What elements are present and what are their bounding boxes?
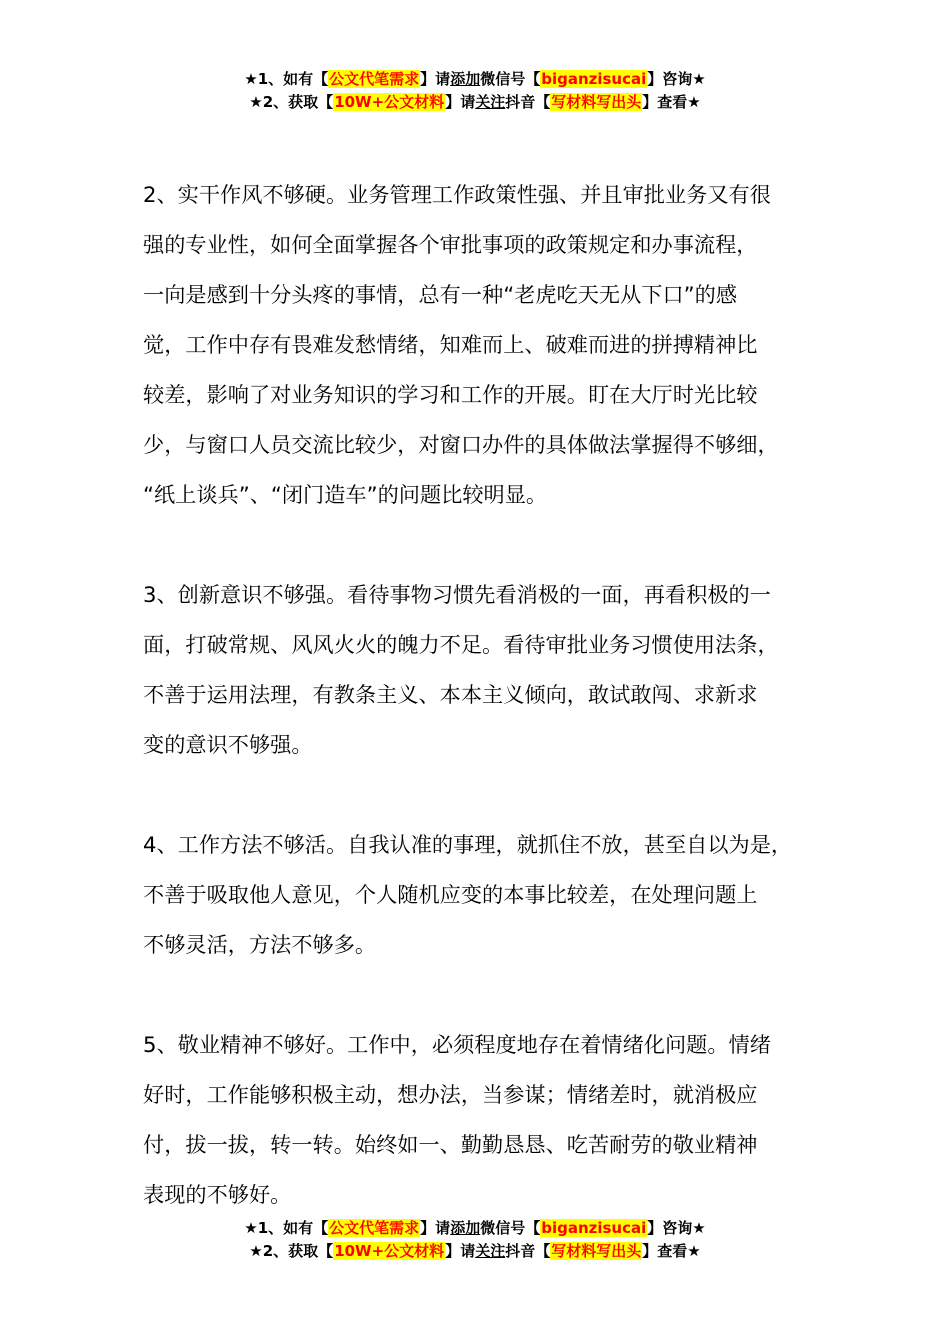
banner-text: 抖音【 [505,1242,551,1260]
paragraph-2 [143,170,833,520]
douyin-account: 写材料写出头 [551,93,642,111]
banner-text: ★1、如有【 [244,70,329,88]
wechat-id: biganzisucai [541,70,647,88]
banner-text: 】请 [420,70,451,88]
banner-text: ★2、获取【 [249,93,334,111]
text-line: 不善于吸取他人意见，个人随机应变的本事比较差，在处理问题上 [143,882,758,907]
document-body [143,170,833,1220]
text-line: 较差，影响了对业务知识的学习和工作的开展。盯在大厅时光比较 [143,382,758,407]
banner-line-2 [0,1240,950,1263]
paragraph-5 [143,1020,833,1220]
banner-text: ★2、获取【 [249,1242,334,1260]
emphasis-text: 关注 [475,93,506,111]
text-line: 付，拔一拔，转一转。始终如一、勤勤恳恳、吃苦耐劳的敬业精神 [143,1132,758,1157]
footer-banner [0,1217,950,1263]
douyin-account: 写材料写出头 [551,1242,642,1260]
banner-text: 微信号【 [480,1219,541,1237]
banner-line-1 [0,68,950,91]
banner-text: 】查看★ [642,1242,701,1260]
banner-text: 】请 [445,93,476,111]
highlight-text: 10W+公文材料 [334,93,445,111]
text-line: 不够灵活，方法不够多。 [143,932,377,957]
text-line: 表现的不够好。 [143,1182,292,1207]
paragraph-spacer [143,770,833,820]
text-line: 强的专业性，如何全面掌握各个审批事项的政策规定和办事流程， [143,232,758,257]
text-line: 好时，工作能够积极主动，想办法，当参谋；情绪差时，就消极应 [143,1082,758,1107]
text-line: 变的意识不够强。 [143,732,313,757]
banner-text: 微信号【 [480,70,541,88]
header-banner [0,68,950,114]
wechat-id: biganzisucai [541,1219,647,1237]
text-line: 4、工作方法不够活。自我认准的事理，就抓住不放，甚至自以为是， [143,832,793,857]
paragraph-spacer [143,970,833,1020]
banner-text: 】查看★ [642,93,701,111]
banner-text: 】咨询★ [647,70,706,88]
banner-line-1 [0,1217,950,1240]
paragraph-3 [143,570,833,770]
emphasis-text: 添加 [450,1219,481,1237]
emphasis-text: 关注 [475,1242,506,1260]
text-line: 面，打破常规、风风火火的魄力不足。看待审批业务习惯使用法条， [143,632,779,657]
banner-text: 】咨询★ [647,1219,706,1237]
banner-line-2 [0,91,950,114]
paragraph-4 [143,820,833,970]
text-line: 觉，工作中存有畏难发愁情绪，知难而上、破难而进的拼搏精神比 [143,332,758,357]
highlight-text: 10W+公文材料 [334,1242,445,1260]
highlight-text: 公文代笔需求 [329,1219,420,1237]
banner-text: 】请 [420,1219,451,1237]
text-line: 2、实干作风不够硬。业务管理工作政策性强、并且审批业务又有很 [143,182,771,207]
banner-text: ★1、如有【 [244,1219,329,1237]
text-line: “纸上谈兵”、“闭门造车”的问题比较明显。 [143,482,548,507]
banner-text: 抖音【 [505,93,551,111]
text-line: 不善于运用法理，有教条主义、本本主义倾向，敢试敢闯、求新求 [143,682,758,707]
text-line: 少，与窗口人员交流比较少，对窗口办件的具体做法掌握得不够细， [143,432,779,457]
emphasis-text: 添加 [450,70,481,88]
highlight-text: 公文代笔需求 [329,70,420,88]
text-line: 5、敬业精神不够好。工作中，必须程度地存在着情绪化问题。情绪 [143,1032,771,1057]
banner-text: 】请 [445,1242,476,1260]
text-line: 3、创新意识不够强。看待事物习惯先看消极的一面，再看积极的一 [143,582,771,607]
paragraph-spacer [143,520,833,570]
text-line: 一向是感到十分头疼的事情，总有一种“老虎吃天无从下口”的感 [143,282,738,307]
